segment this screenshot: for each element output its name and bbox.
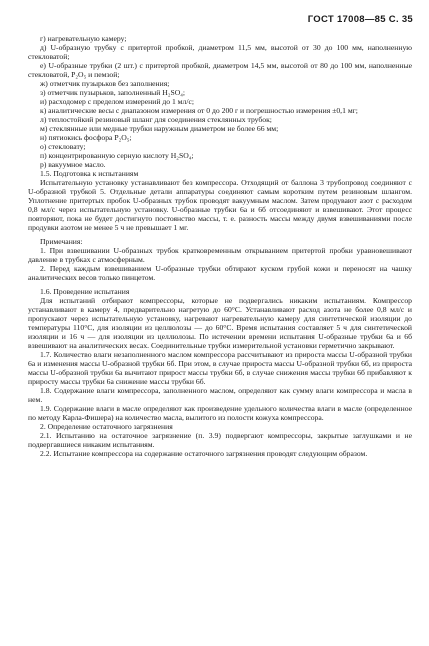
paragraph-1-7: 1.7. Количество влаги незаполненного маслом компрессора рассчитывают из прироста массы U-образной трубки 6а и изменения массы U-образной трубки 6б. При этом, в случае прироста массы U-образной трубки 6б, из прироста массы U-образной трубки 6а вычитают прирост массы трубки 6б, в случае снижения массы трубки 6б прибавляют к приросту массы трубки 6а снижение массы трубки 6б.	[28, 350, 412, 386]
note-1: 1. При взвешивании U-образных трубок кратковременным открыванием притертой пробки уравновешивают давление в трубках с атмосферным.	[28, 246, 412, 264]
list-item-o: о) стекловату;	[40, 142, 86, 151]
paragraph-1-6-body: Для испытаний отбирают компрессоры, которые не подвергались никаким испытаниям. Компрессор устанавливают в камеру 4, предварительно нагретую до 60°С. Устанавливают расход азота не более 0,8 мл/с и пропускают через испытательную установку, нагревают нагревательную камеру для синтетической изоляции до температуры 110°С, для изоляции из целлюлозы — до 60°С. Время испытания составляет 5 ч для синтетической изоляции и 16 ч — для изоляции из целлюлозы. По истечении времени испытания U-образные трубки 6а и 6б взвешивают на аналитических весах. Соединительные трубки измерительной установки герметично закрывают.	[28, 296, 412, 350]
list-item-n: н) пятиокись фосфора P₂O₅;	[40, 133, 132, 142]
note-2: 2. Перед каждым взвешиванием U-образные трубки обтирают куском грубой кожи и переносят на чашку аналитических весов только пинцетом.	[28, 264, 412, 282]
list-item-m: м) стеклянные или медные трубки наружным диаметром не более 66 мм;	[40, 124, 279, 133]
section-heading-1-6: 1.6. Проведение испытания	[40, 287, 130, 296]
list-item-e: е) U-образные трубки (2 шт.) с притертой пробкой, диаметром 14,5 мм, высотой от 80 до 100 мм, наполненные стекловатой, P₂O₅ и пемзой;	[28, 61, 412, 79]
document-body	[28, 34, 412, 458]
section-heading-2: 2. Определение остаточного загрязнения	[40, 422, 173, 431]
page-header: ГОСТ 17008—85 С. 35	[307, 14, 413, 25]
section-heading-1-5: 1.5. Подготовка к испытаниям	[40, 169, 139, 178]
list-item-i: и) расходомер с пределом измерений до 1 мл/с;	[40, 97, 194, 106]
list-item-g: г) нагревательную камеру;	[40, 34, 127, 43]
list-item-r: р) вакуумное масло.	[40, 160, 106, 169]
list-item-k: к) аналитические весы с диапазоном измерения от 0 до 200 г и погрешностью измерения ±0,1 мг;	[40, 106, 358, 115]
list-item-p: п) концентрированную серную кислоту H₂SO₄;	[40, 151, 194, 160]
list-item-l: л) теплостойкий резиновый шланг для соединения стеклянных трубок;	[40, 115, 272, 124]
list-item-d: д) U-образную трубку с притертой пробкой, диаметром 11,5 мм, высотой от 30 до 100 мм, наполненную стекловатой;	[28, 43, 412, 61]
notes-heading: Примечания:	[40, 237, 83, 246]
paragraph-1-9: 1.9. Содержание влаги в масле определяют как произведение удельного количества влаги в масле (определенное по методу Карла-Фишера) на количество масла, вылитого из полости кожуха компрессора.	[28, 404, 412, 422]
paragraph-1-5-body: Испытательную установку устанавливают без компрессора. Отходящий от баллона 3 трубопровод соединяют с U-образной трубкой 5. Отдельные детали аппаратуры соединяют самым коротким путем резиновым шлангом. Уплотнение притертых пробок U-образных трубок проводят вакуумным маслом. Затем продувают азот с расходом 0,8 мл/с через испытательную установку. U-образные трубки 6а и 6б отсоединяют и взвешивают. Этот процесс повторяют, пока не будет достигнуто постоянство массы, т. е. разность массы между двумя взвешиваниями после продувки азотом не менее 5 ч не превышает 1 мг.	[28, 178, 412, 232]
list-item-z: з) отметчик пузырьков, заполненный H₂SO₄;	[40, 88, 186, 97]
list-item-zh: ж) отметчик пузырьков без заполнения;	[40, 79, 170, 88]
paragraph-2-2: 2.2. Испытание компрессора на содержание остаточного загрязнения проводят следующим образом.	[40, 449, 368, 458]
paragraph-2-1: 2.1. Испытанию на остаточное загрязнение (п. 3.9) подвергают компрессоры, закрытые заглушками и не подвергавшиеся никаким испытаниям.	[28, 431, 412, 449]
paragraph-1-8: 1.8. Содержание влаги компрессора, заполненного маслом, определяют как сумму влаги компрессора и масла в нем.	[28, 386, 412, 404]
